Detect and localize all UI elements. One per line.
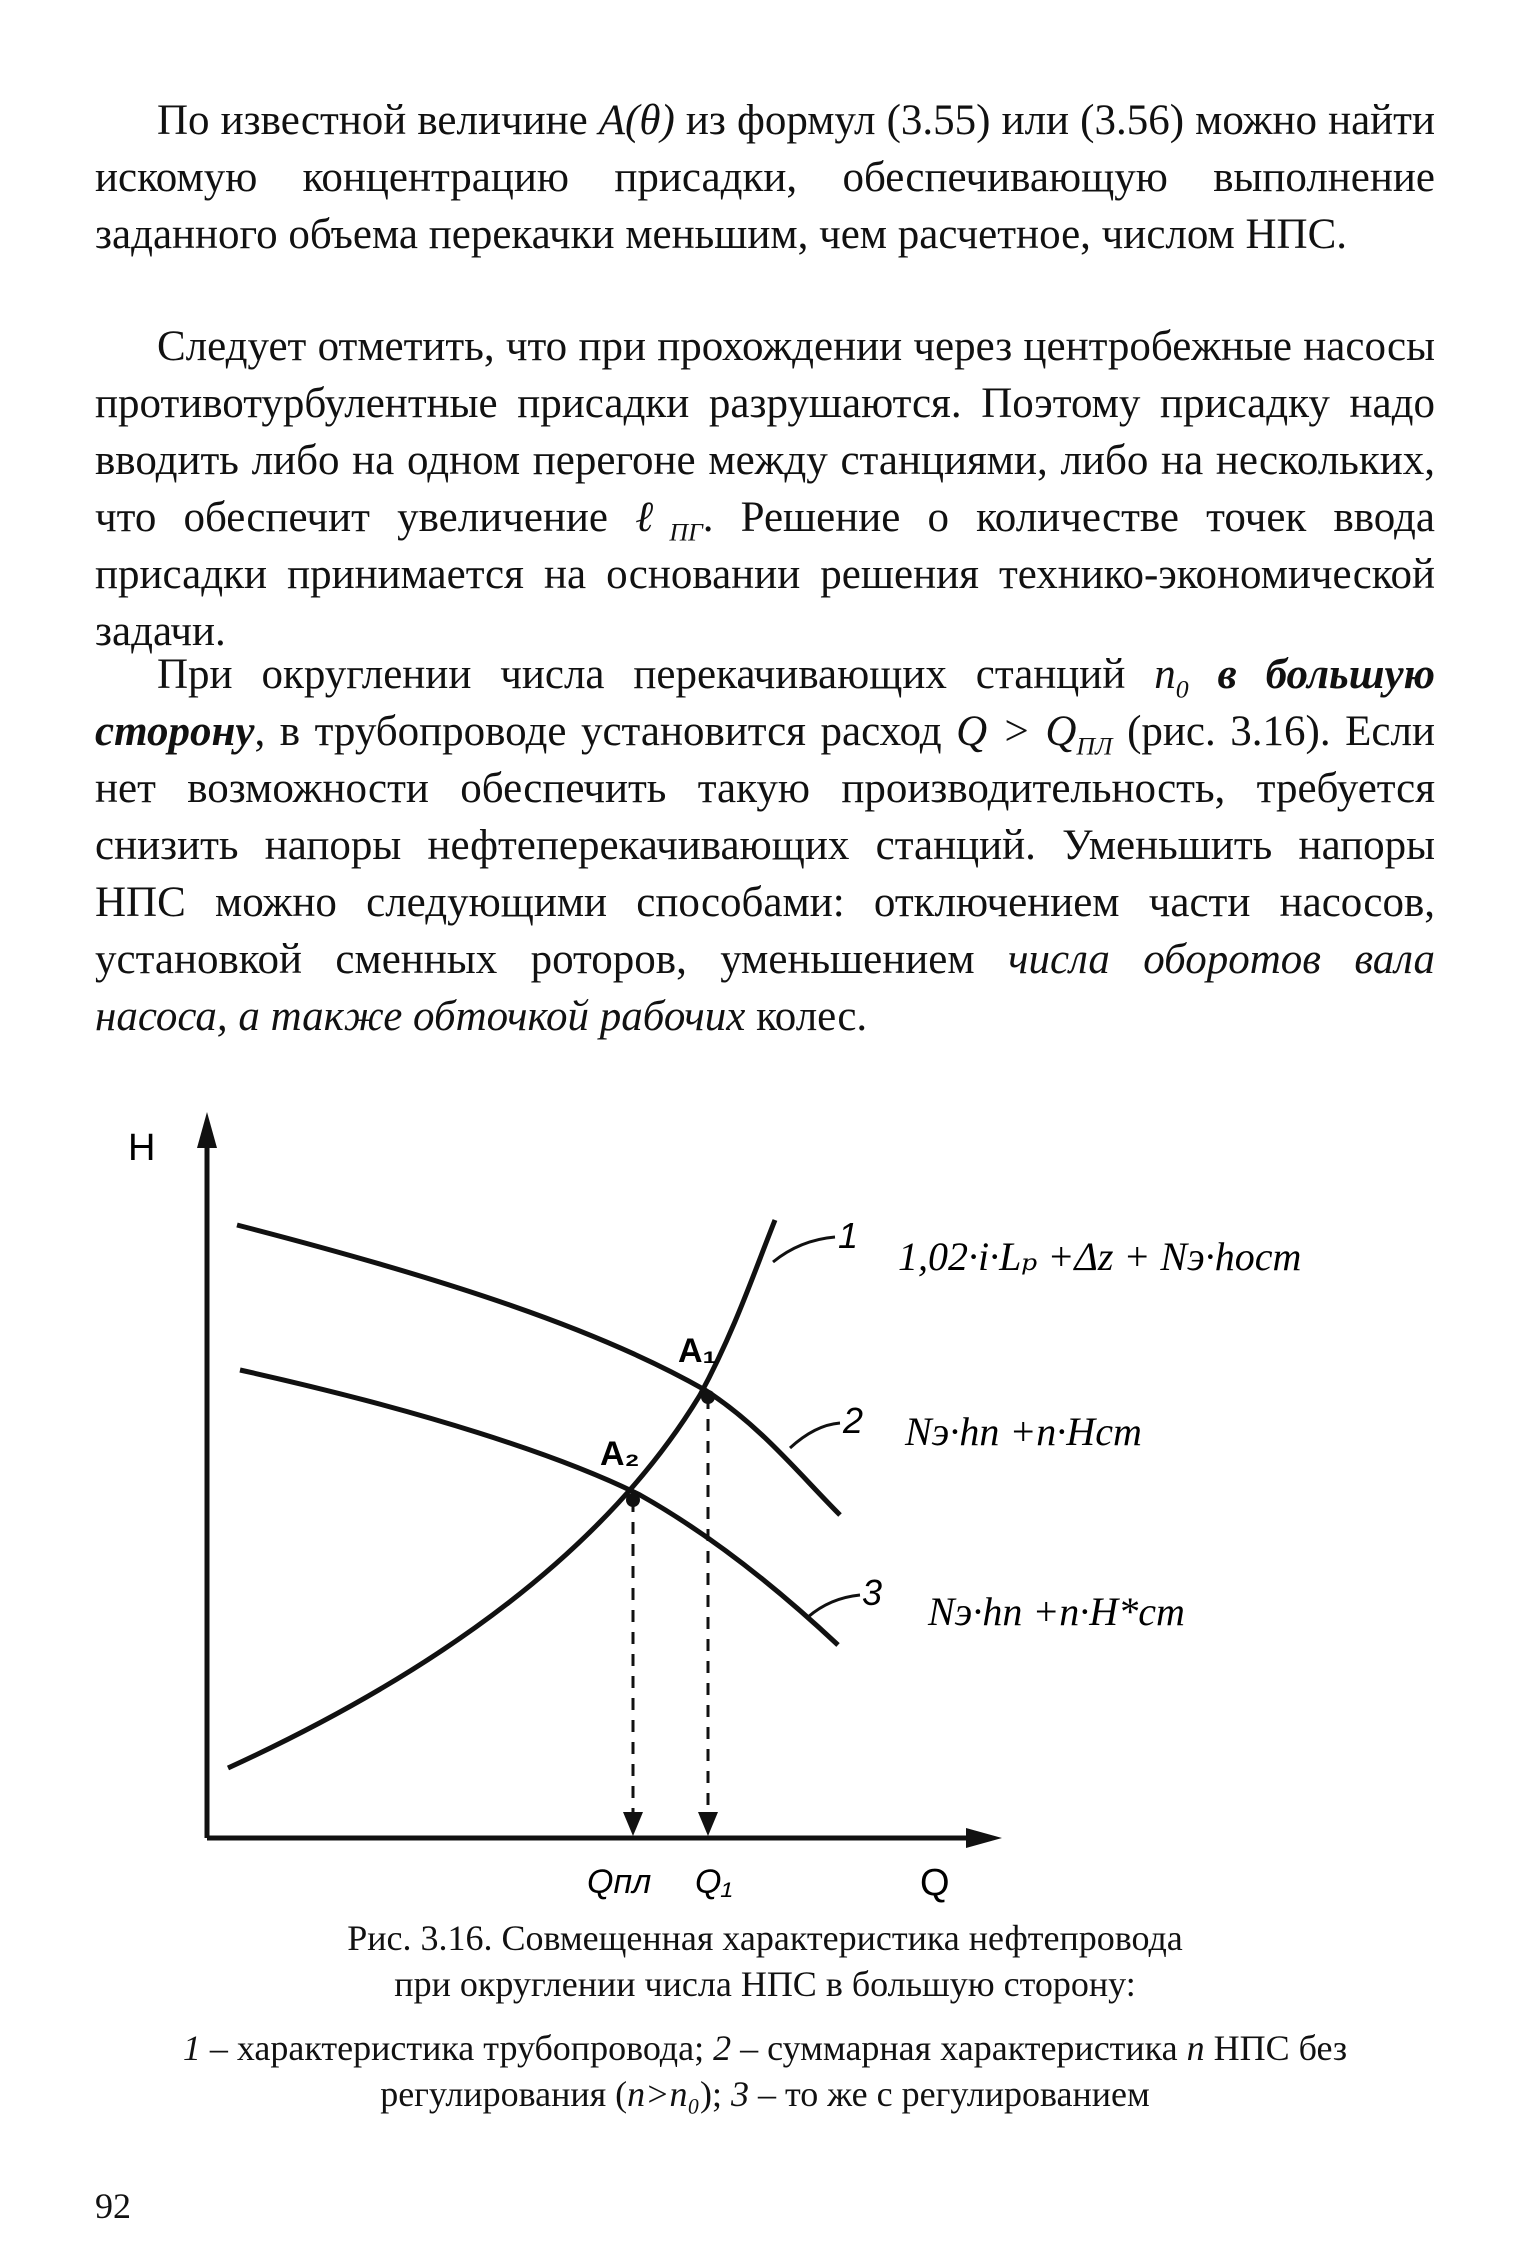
paragraph-3: При округлении числа перекачивающих станций $n_0$ в большую сторону, в трубопроводе установится расход $Q > Q_{ПЛ}$ (рис. 3.16). Если нет возможности обеспечить такую производительность, требуется снизить напоры нефтеперекачивающих станций. Уменьшить напоры НПС можно следующими способами: отключением части насосов, установкой сменных роторов, уменьшением числа оборотов вала насоса, а также обточкой рабочих колес. (95, 651, 1436, 1040)
leader-1 (773, 1237, 835, 1262)
curve-3-number: 3 (862, 1572, 883, 1613)
figure-caption-title: Рис. 3.16. Совмещенная характеристика нефтепровода при округлении числа НПС в большую сторону: (347, 1918, 1183, 2004)
formula-curve-2: Nэ·hп +n·Hст (905, 1409, 1142, 1454)
axis-x-label: Q (920, 1862, 950, 1904)
x-axis-arrow (966, 1828, 1002, 1848)
axis-y-label: H (128, 1127, 156, 1169)
tick-qpl-label: Qпл (587, 1863, 652, 1901)
curve-2-unregulated (237, 1225, 840, 1515)
leader-2 (790, 1423, 840, 1448)
leader-3 (808, 1595, 860, 1617)
curve-1-number: 1 (838, 1215, 859, 1256)
point-a2-dot (626, 1493, 640, 1507)
point-a1-dot (701, 1390, 715, 1404)
formula-a-theta: A(θ) (598, 97, 675, 144)
symbol-l-pg: ℓ$_{ПГ}$ (635, 494, 703, 547)
arrow-q1 (698, 1812, 718, 1836)
tick-q1-label: Q₁ (695, 1863, 733, 1901)
page-number: 92 (95, 2186, 131, 2226)
figure-caption-legend: 1 – характеристика трубопровода; 2 – суммарная характеристика n НПС без регулирования (n>n₀); 3 – то же с регулированием (182, 2028, 1348, 2114)
paragraph-1: По известной величине A(θ) из формул (3.55) или (3.56) можно найти искомую концентрацию присадки, обеспечивающую выполнение заданного объема перекачки меньшим, чем расчетное, числом НПС. (95, 97, 1435, 258)
formula-curve-1: 1,02·i·Lₚ +Δz + Nэ·hост (898, 1234, 1302, 1279)
point-a2-label: A₂ (600, 1435, 640, 1473)
symbol-q-qpl: $Q > Q_{ПЛ}$ (956, 708, 1113, 761)
point-a1-label: A₁ (678, 1332, 717, 1370)
paragraph-2: Следует отметить, что при прохождении через центробежные насосы противотурбулентные присадки разрушаются. Поэтому присадку надо вводить либо на одном перегоне между станциями, либо на нескольких, что обеспечит увеличение ℓ$_{ПГ}$. Решение о количестве точек ввода присадки принимается на основании решения технико-экономической задачи. (95, 323, 1435, 655)
formula-curve-3: Nэ·hп +n·H*ст (928, 1589, 1185, 1634)
symbol-n0: $n_0$ (1154, 651, 1189, 704)
curve-2-number: 2 (843, 1400, 864, 1441)
arrow-qpl (623, 1812, 643, 1836)
y-axis-arrow (197, 1112, 217, 1148)
curve-3-regulated (240, 1370, 838, 1645)
emphasis-text: в большую сторону (95, 651, 1435, 755)
